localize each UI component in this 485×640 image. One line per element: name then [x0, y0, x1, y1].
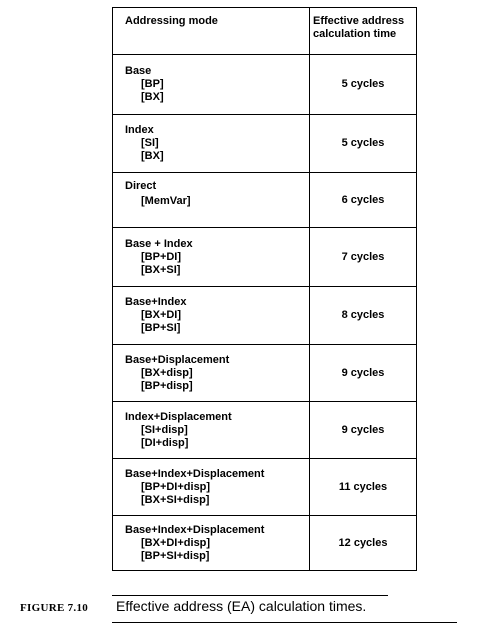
ea-calculation-table: [112, 7, 417, 571]
mode-example: [SI]: [141, 137, 159, 149]
time-cell: 5 cycles: [310, 55, 417, 115]
mode-example: [BP]: [141, 78, 164, 90]
mode-name: Base + Index: [125, 237, 193, 250]
table-row: [113, 173, 417, 228]
table-row: [113, 115, 417, 173]
mode-name: Base: [125, 65, 152, 77]
table-row: [113, 402, 417, 459]
figure-caption: Effective address (EA) calculation times.: [116, 598, 367, 614]
mode-name: Base+Index+Displacement: [125, 467, 265, 480]
time-cell: 7 cycles: [310, 228, 417, 287]
mode-example: [DI+disp]: [141, 436, 189, 449]
table-row: [113, 516, 417, 571]
table-row: [113, 345, 417, 402]
mode-example: [BX]: [141, 150, 164, 162]
table-row: [113, 55, 417, 115]
mode-cell: [113, 115, 310, 173]
mode-example: [BP+disp]: [141, 379, 193, 392]
mode-example: [BP+DI]: [141, 250, 182, 263]
table-row: [113, 228, 417, 287]
mode-example: [BP+SI]: [141, 322, 181, 334]
time-cell: 9 cycles: [310, 345, 417, 402]
header-addressing-mode: [113, 8, 310, 55]
header-mode-label: Addressing mode: [125, 15, 218, 27]
figure-label: FIGURE 7.10: [20, 602, 89, 614]
mode-example: [BP+DI+disp]: [141, 480, 211, 493]
mode-example: [BX+DI+disp]: [141, 536, 211, 549]
time-cell: 12 cycles: [310, 516, 417, 571]
header-time-line2: calculation time: [313, 28, 397, 40]
table-header-row: [113, 8, 417, 55]
mode-example: [SI+disp]: [141, 423, 188, 436]
time-cell: 9 cycles: [310, 402, 417, 459]
time-cell: 11 cycles: [310, 459, 417, 516]
time-cell: 6 cycles: [310, 173, 417, 228]
mode-cell: [113, 402, 310, 459]
mode-name: Index+Displacement: [125, 410, 232, 423]
header-calculation-time: [310, 8, 417, 55]
mode-name: Direct: [125, 180, 157, 192]
mode-example: [BP+SI+disp]: [141, 549, 210, 562]
mode-example: [BX]: [141, 91, 164, 103]
caption-top-rule: [112, 595, 388, 596]
table-row: [113, 287, 417, 345]
mode-example: [MemVar]: [141, 195, 191, 207]
mode-cell: [113, 516, 310, 571]
mode-name: Index: [125, 124, 154, 136]
mode-example: [BX+DI]: [141, 309, 182, 321]
mode-cell: [113, 345, 310, 402]
mode-example: [BX+SI+disp]: [141, 493, 210, 506]
mode-cell: [113, 287, 310, 345]
header-time-line1: Effective address: [313, 15, 405, 27]
mode-name: Base+Index: [125, 296, 187, 308]
mode-cell: [113, 173, 310, 228]
time-cell: 8 cycles: [310, 287, 417, 345]
mode-name: Base+Displacement: [125, 353, 230, 366]
mode-cell: [113, 55, 310, 115]
mode-example: [BX+SI]: [141, 263, 181, 276]
mode-example: [BX+disp]: [141, 366, 193, 379]
caption-bottom-rule: [112, 622, 457, 623]
time-cell: 5 cycles: [310, 115, 417, 173]
mode-name: Base+Index+Displacement: [125, 523, 265, 536]
mode-cell: [113, 459, 310, 516]
mode-cell: [113, 228, 310, 287]
table-row: [113, 459, 417, 516]
